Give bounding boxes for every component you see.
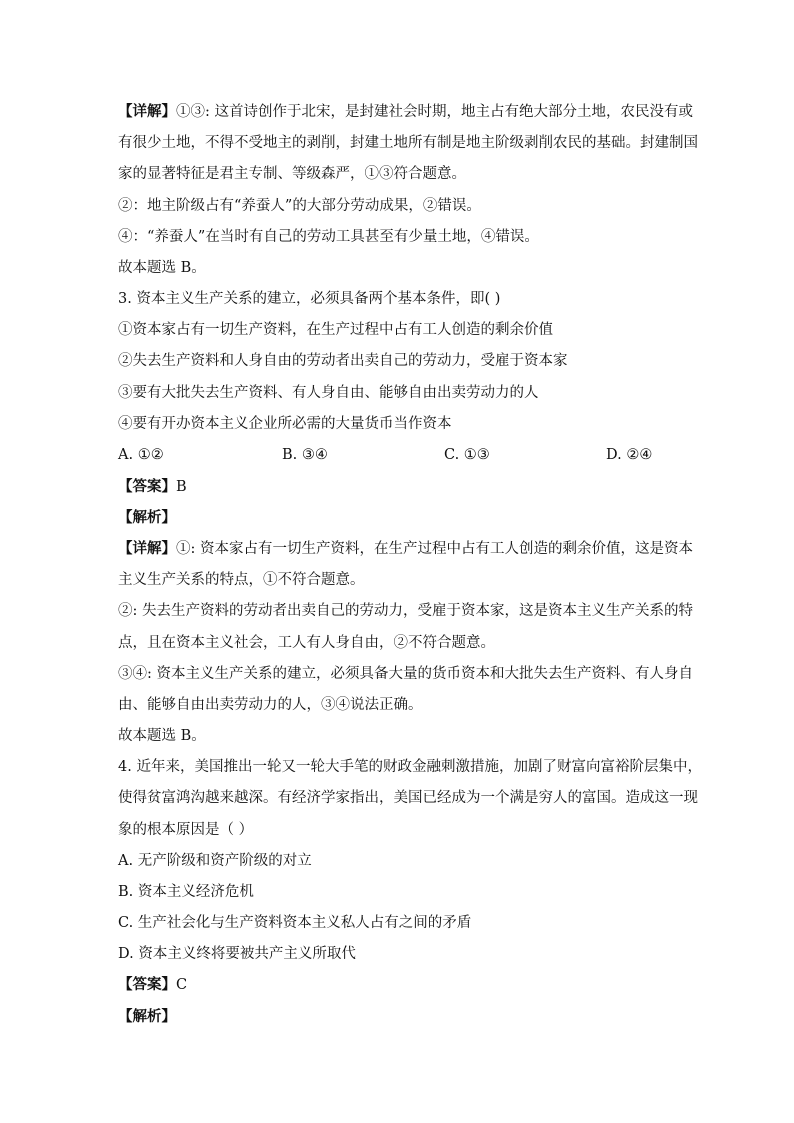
detail-conclusion: 故本题选 B。 (118, 260, 206, 276)
q3-analysis-tag: 【解析】 (118, 510, 176, 526)
detail-text: ①③: 这首诗创作于北宋，是封建社会时期，地主占有绝大部分土地，农民没有或 (176, 104, 693, 120)
question-4-stem-line-3: 象的根本原因是（ ） (118, 822, 254, 838)
answer-tag: 【答案】 (118, 479, 176, 495)
question-4-stem-line-2: 使得贫富鸿沟越来越深。有经济学家指出，美国已经成为一个满是穷人的富国。造成这一现 (118, 790, 698, 806)
q3-statement-3: ③要有大批失去生产资料、有人身自由、能够自由出卖劳动力的人 (118, 385, 539, 401)
q3-detail-line-2: 主义生产关系的特点，①不符合题意。 (118, 572, 365, 588)
detail-line-3: 家的显著特征是君主专制、等级森严，①③符合题意。 (118, 166, 466, 182)
answer-tag: 【答案】 (118, 977, 176, 993)
q4-answer (118, 975, 187, 995)
q4-option-b: B. 资本主义经济危机 (118, 884, 254, 900)
detail-line-1 (118, 102, 693, 122)
q3-option-a: A. ①② (118, 447, 164, 463)
detail-line-2: 有很少土地，不得不受地主的剥削，封建土地所有制是地主阶级剥削农民的基础。封建制国 (118, 135, 698, 151)
answer-value: B (176, 479, 187, 495)
q3-option-b: B. ③④ (282, 447, 328, 463)
q3-answer (118, 477, 187, 497)
detail-line-5: ④：“养蚕人”在当时有自己的劳动工具甚至有少量土地，④错误。 (118, 229, 539, 245)
detail-text: ①: 资本家占有一切生产资料，在生产过程中占有工人创造的剩余价值，这是资本 (176, 541, 693, 557)
q3-detail-line-6: 由、能够自由出卖劳动力的人，③④说法正确。 (118, 697, 423, 713)
q3-detail-conclusion: 故本题选 B。 (118, 728, 206, 744)
q3-option-d: D. ②④ (606, 447, 653, 463)
q4-option-d: D. 资本主义终将要被共产主义所取代 (118, 946, 356, 962)
q4-option-a: A. 无产阶级和资产阶级的对立 (118, 853, 312, 869)
q3-statement-1: ①资本家占有一切生产资料，在生产过程中占有工人创造的剩余价值 (118, 322, 553, 338)
q3-option-c: C. ①③ (444, 447, 490, 463)
q3-detail-line-4: 点，且在资本主义社会，工人有人身自由，②不符合题意。 (118, 635, 495, 651)
question-3-stem: 3. 资本主义生产关系的建立，必须具备两个基本条件，即( ) (118, 291, 501, 307)
detail-tag: 【详解】 (118, 104, 176, 120)
q3-detail-line-5: ③④: 资本主义生产关系的建立，必须具备大量的货币资本和大批失去生产资料、有人身自 (118, 666, 693, 682)
detail-tag: 【详解】 (118, 541, 176, 557)
q3-statement-4: ④要有开办资本主义企业所必需的大量货币当作资本 (118, 416, 452, 432)
question-4-stem-line-1: 4. 近年来，美国推出一轮又一轮大手笔的财政金融刺激措施，加剧了财富向富裕阶层集中， (118, 759, 702, 775)
q3-detail-line-1 (118, 539, 693, 559)
q4-option-c: C. 生产社会化与生产资料资本主义私人占有之间的矛盾 (118, 915, 472, 931)
q3-detail-line-3: ②: 失去生产资料的劳动者出卖自己的劳动力，受雇于资本家，这是资本主义生产关系的特 (118, 603, 693, 619)
q4-analysis-tag: 【解析】 (118, 1009, 176, 1025)
answer-value: C (176, 977, 188, 993)
q3-statement-2: ②失去生产资料和人身自由的劳动者出卖自己的劳动力，受雇于资本家 (118, 353, 568, 369)
detail-line-4: ②：地主阶级占有“养蚕人”的大部分劳动成果，②错误。 (118, 198, 481, 214)
